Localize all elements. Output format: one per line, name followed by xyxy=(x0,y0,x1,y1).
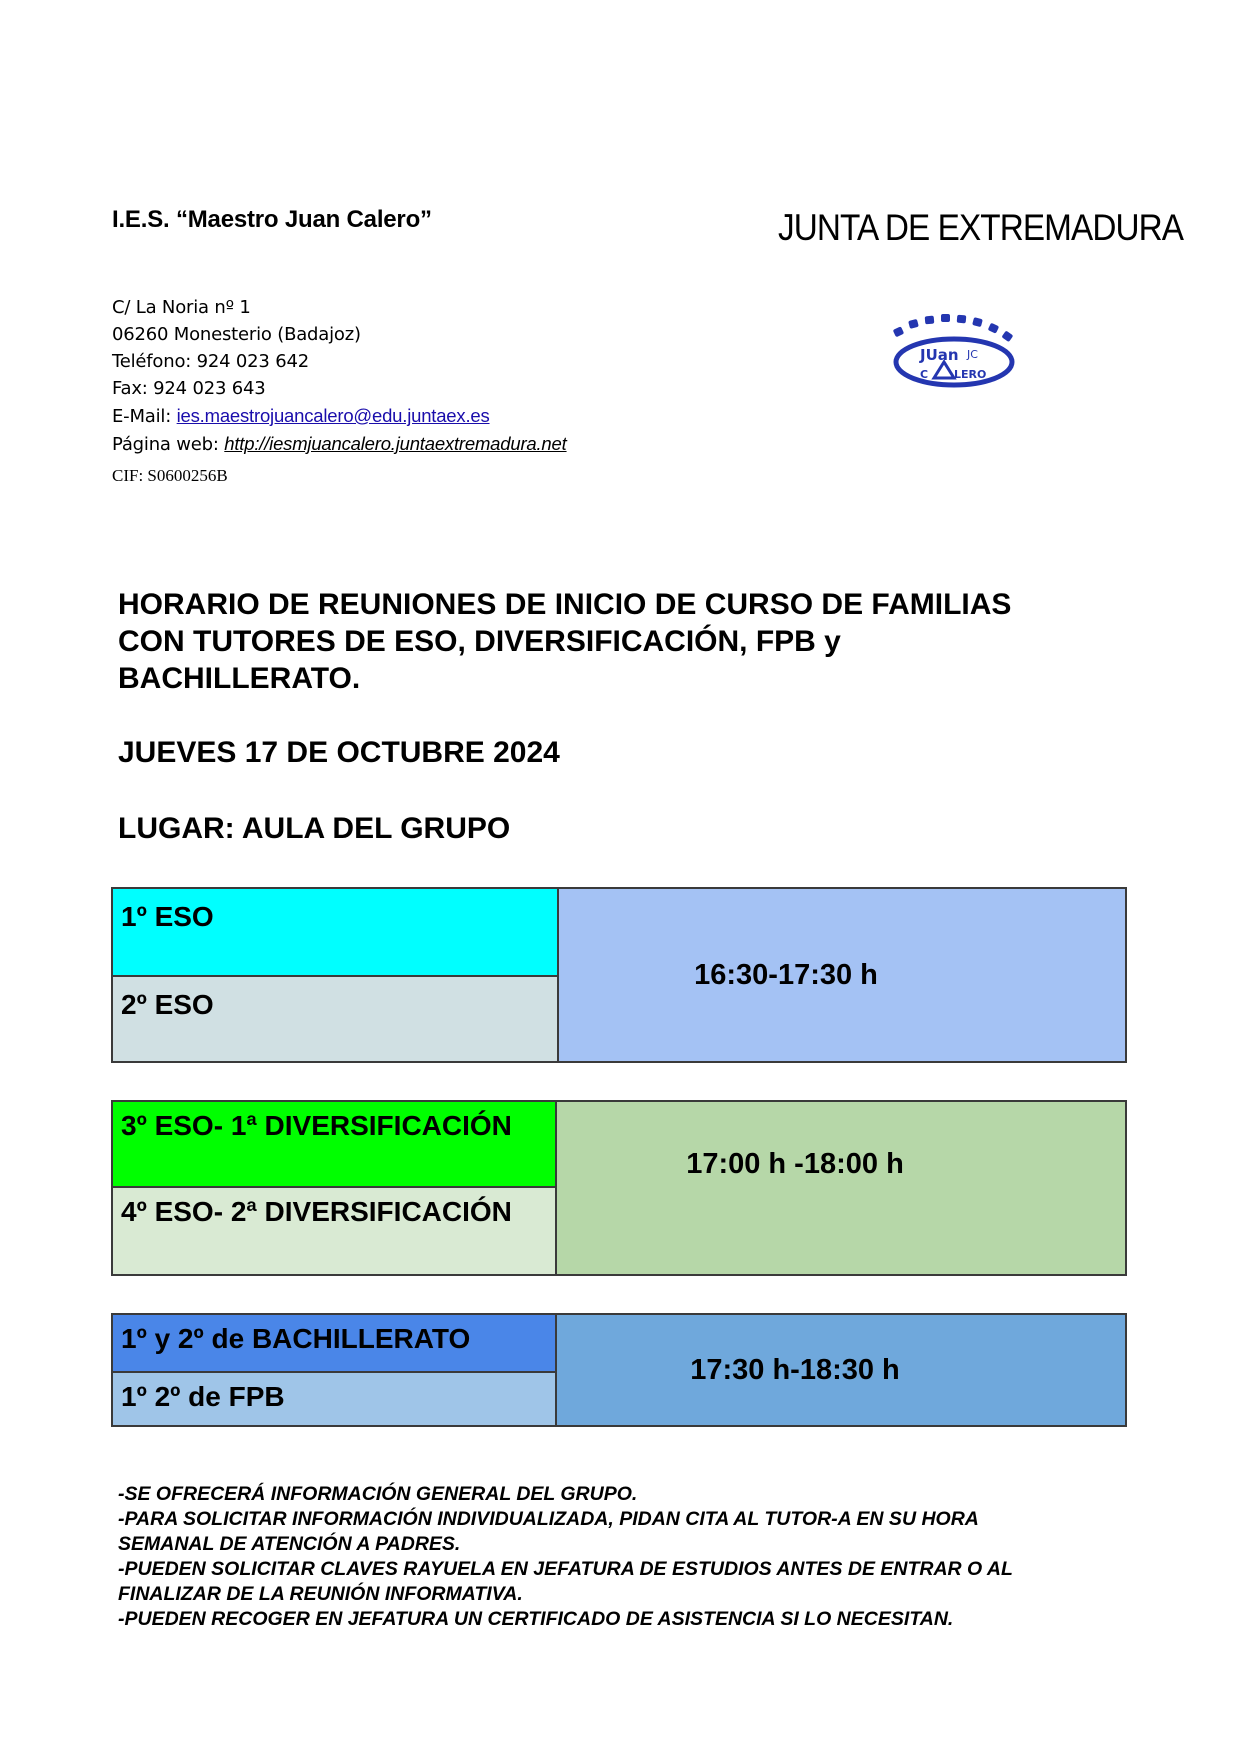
time-cell: 17:00 h -18:00 h xyxy=(556,1101,1126,1275)
svg-text:C: C xyxy=(920,368,929,381)
web-link[interactable]: http://iesmjuancalero.juntaextremadura.net xyxy=(224,433,567,454)
group-cell: 4º ESO- 2ª DIVERSIFICACIÓN xyxy=(112,1187,556,1275)
group-cell: 2º ESO xyxy=(112,976,558,1062)
meeting-date: JUEVES 17 DE OCTUBRE 2024 xyxy=(118,736,560,769)
email-label: E-Mail: xyxy=(112,406,177,427)
web-label: Página web: xyxy=(112,434,225,455)
svg-text:JC: JC xyxy=(967,348,978,361)
email-link[interactable]: ies.maestrojuancalero@edu.juntaex.es xyxy=(176,405,490,426)
address: C/ La Noria nº 1 xyxy=(112,297,251,318)
school-name: I.E.S. “Maestro Juan Calero” xyxy=(112,206,432,233)
group-cell: 1º ESO xyxy=(112,888,558,976)
email-row xyxy=(112,402,567,430)
page-title xyxy=(118,586,1098,697)
schedule-table-bach-fpb xyxy=(111,1313,1127,1427)
note-item: -PUEDEN RECOGER EN JEFATURA UN CERTIFICADO DE ASISTENCIA SI LO NECESITAN. xyxy=(118,1608,954,1630)
title-line-3: BACHILLERATO. xyxy=(118,662,361,695)
svg-text:LERO: LERO xyxy=(954,368,987,381)
note-item: -PUEDEN SOLICITAR CLAVES RAYUELA EN JEFATURA DE ESTUDIOS ANTES DE ENTRAR O AL FINALIZAR DE LA REUNIÓN INFORMATIVA. xyxy=(118,1558,1013,1605)
note-item: -PARA SOLICITAR INFORMACIÓN INDIVIDUALIZADA, PIDAN CITA AL TUTOR-A EN SU HORA SEMANAL DE ATENCIÓN A PADRES. xyxy=(118,1508,979,1555)
time-cell: 16:30-17:30 h xyxy=(558,888,1126,1062)
city: 06260 Monesterio (Badajoz) xyxy=(112,324,361,345)
title-line-1: HORARIO DE REUNIONES DE INICIO DE CURSO DE FAMILIAS xyxy=(118,588,1012,621)
meeting-place: LUGAR: AULA DEL GRUPO xyxy=(118,812,511,845)
group-cell: 3º ESO- 1ª DIVERSIFICACIÓN xyxy=(112,1101,556,1187)
cif: CIF: S0600256B xyxy=(112,466,228,485)
time-cell: 17:30 h-18:30 h xyxy=(556,1314,1126,1426)
title-line-2: CON TUTORES DE ESO, DIVERSIFICACIÓN, FPB y xyxy=(118,625,841,658)
svg-text:JUan: JUan xyxy=(920,346,959,364)
notes xyxy=(118,1482,1118,1632)
school-logo-icon xyxy=(890,312,1020,390)
web-row xyxy=(112,430,567,458)
junta-title: JUNTA DE EXTREMADURA xyxy=(778,207,1184,248)
note-item: -SE OFRECERÁ INFORMACIÓN GENERAL DEL GRUPO. xyxy=(118,1483,638,1505)
group-cell: 1º y 2º de BACHILLERATO xyxy=(112,1314,556,1372)
contact-block xyxy=(112,294,567,458)
phone: Teléfono: 924 023 642 xyxy=(112,351,309,372)
group-cell: 1º 2º de FPB xyxy=(112,1372,556,1426)
fax: Fax: 924 023 643 xyxy=(112,378,266,399)
schedule-table-eso-3-4 xyxy=(111,1100,1127,1276)
schedule-table-eso-1-2 xyxy=(111,887,1127,1063)
